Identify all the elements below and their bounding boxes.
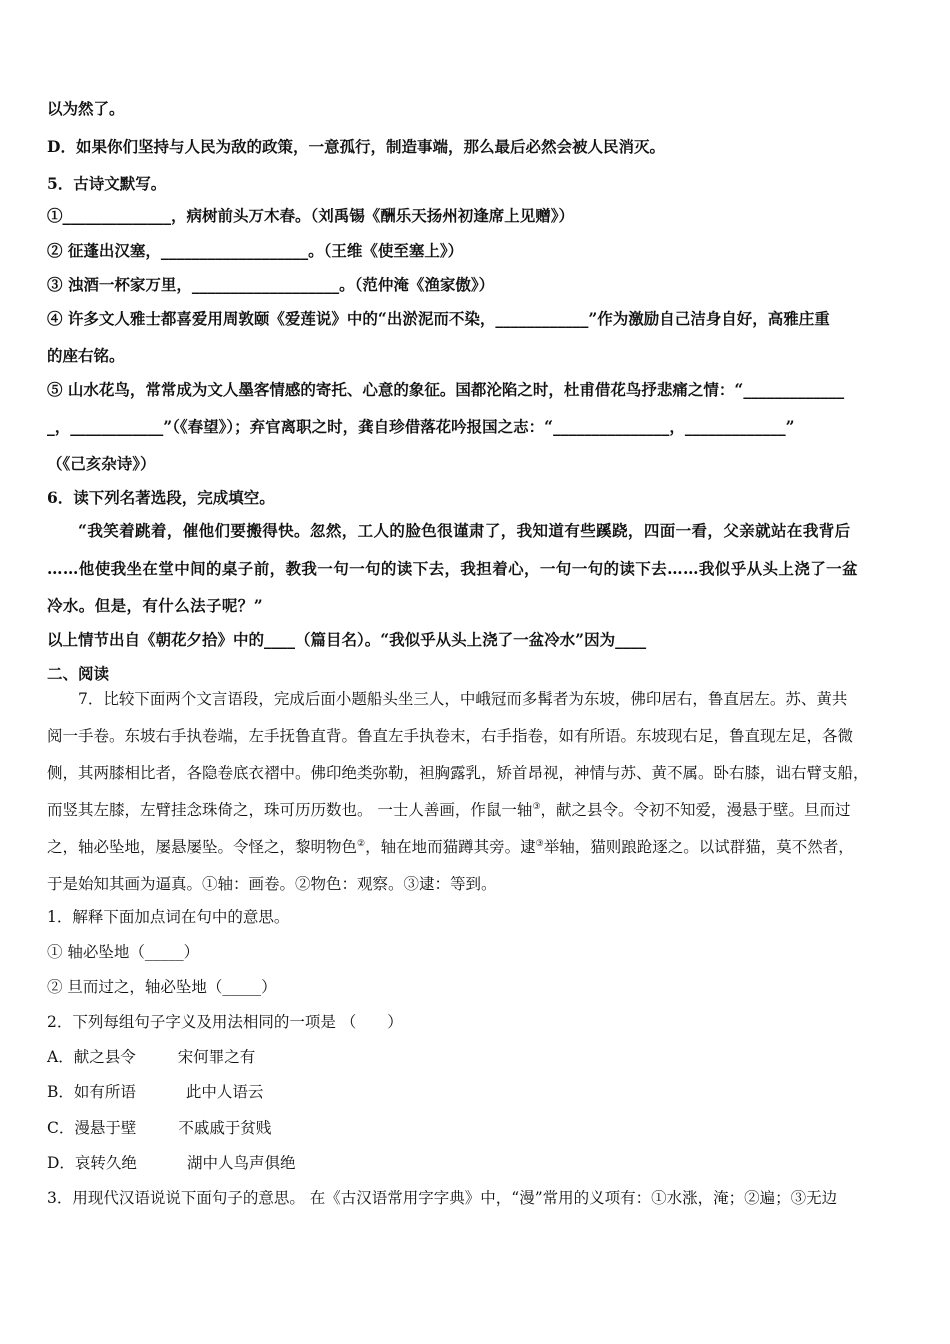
dictation-item-1: ①______________，病树前头万木春。（刘禹锡《酬乐天扬州初逢席上见赠》） xyxy=(47,206,575,225)
passage-text: 举轴，猫则踉跄逐之。以试群猫，莫不然者， xyxy=(543,838,854,856)
option-c-right: 不戚戚于贫贱 xyxy=(178,1119,272,1137)
option-a-right: 宋何罪之有 xyxy=(177,1048,256,1066)
subquestion-2: 2．下列每组句子字义及用法相同的一项是 （ ） xyxy=(47,1013,403,1031)
question-5-title: 5．古诗文默写。 xyxy=(47,174,167,193)
subquestion-1-item-2: ② 旦而过之，轴必坠地（_____） xyxy=(47,978,277,996)
section-reading-heading: 二、阅读 xyxy=(47,664,110,683)
option-c-left: C．漫悬于壁 xyxy=(47,1119,137,1137)
option-b-left: B．如有所语 xyxy=(47,1083,136,1101)
option-c xyxy=(47,1117,271,1139)
passage-text: ，轴在地而猫蹲其旁。逮 xyxy=(365,838,536,856)
option-d xyxy=(47,1152,295,1174)
dictation-item-5-source: （《己亥杂诗》） xyxy=(47,454,156,473)
option-a xyxy=(47,1046,255,1068)
question-6-blank: 以上情节出自《朝花夕拾》中的____（篇目名）。“我似乎从头上浇了一盆冷水”因为____ xyxy=(47,630,647,649)
question-6-title: 6．读下列名著选段，完成填空。 xyxy=(47,488,275,507)
option-b-right: 此中人语云 xyxy=(185,1083,264,1101)
subquestion-1: 1．解释下面加点词在句中的意思。 xyxy=(47,908,290,926)
option-d-line: D．如果你们坚持与人民为敌的政策，一意孤行，制造事端，那么最后必然会被人民消灭。 xyxy=(47,137,665,156)
option-d-left: D．哀转久绝 xyxy=(47,1154,137,1172)
footnote-marker: ② xyxy=(357,839,366,849)
passage-text: 之，轴必坠地，屡悬屡坠。令怪之，黎明物色 xyxy=(47,838,358,856)
passage-line-3: 侧，其两膝相比者，各隐卷底衣褶中。佛印绝类弥勒，袒胸露乳，矫首昂视，神情与苏、黄不属。卧右膝，诎右臂支船， xyxy=(47,764,869,782)
subquestion-1-item-1: ① 轴必坠地（_____） xyxy=(47,943,200,961)
footnote-marker: ③ xyxy=(532,802,541,812)
dictation-item-4: ④ 许多文人雅士都喜爱用周敦颐《爱莲说》中的“出淤泥而不染，____________”作为激励自己洁身自好，高雅庄重 xyxy=(47,309,830,328)
passage-line-1: 7．比较下面两个文言语段，完成后面小题船头坐三人，中峨冠而多髯者为东坡，佛印居右，鲁直居左。苏、黄共 xyxy=(78,690,848,708)
passage-text: ，献之县令。令初不知爱，漫悬于壁。旦而过 xyxy=(540,801,851,819)
passage-line-6: 于是始知其画为逼真。①轴：画卷。②物色：观察。③逮：等到。 xyxy=(47,875,497,893)
subquestion-3: 3．用现代汉语说说下面句子的意思。 在《古汉语常用字字典》中，“漫”常用的义项有：①水涨，淹；②遍；③无边 xyxy=(47,1189,838,1207)
text-line: 以为然了。 xyxy=(47,99,125,118)
passage-text: 而竖其左膝，左臂挂念珠倚之，珠可历历数也。 一士人善画，作鼠一轴 xyxy=(47,801,533,819)
dictation-item-4-cont: 的座右铭。 xyxy=(47,346,125,365)
passage-line-5 xyxy=(47,836,854,858)
dictation-item-5: ⑤ 山水花鸟，常常成为文人墨客情感的寄托、心意的象征。国都沦陷之时，杜甫借花鸟抒悲痛之情：“_____________ xyxy=(47,380,845,399)
footnote-marker: ③ xyxy=(535,839,544,849)
option-a-left: A．献之县令 xyxy=(47,1048,136,1066)
dictation-item-5-cont: _，____________”（《春望》）；弃官离职之时，龚自珍借落花吟报国之志：“_______________，_____________” xyxy=(47,417,795,436)
excerpt-line-2: ……他使我坐在堂中间的桌子前，教我一句一句的读下去，我担着心，一句一句的读下去……我似乎从头上浇了一盆 xyxy=(47,559,858,578)
dictation-item-2: ② 征蓬出汉塞，___________________。（王维《使至塞上》） xyxy=(47,241,464,260)
dictation-item-3: ③ 浊酒一杯家万里，___________________。（范仲淹《渔家傲》） xyxy=(47,275,495,294)
option-b xyxy=(47,1081,263,1103)
excerpt-line-1: “我笑着跳着，催他们要搬得快。忽然，工人的脸色很谨肃了，我知道有些蹊跷，四面一看，父亲就站在我背后 xyxy=(78,521,851,540)
passage-line-2: 阅一手卷。东坡右手执卷端，左手抚鲁直背。鲁直左手执卷末，右手指卷，如有所语。东坡现右足，鲁直现左足，各微 xyxy=(47,727,854,745)
excerpt-line-3: 冷水。但是，有什么法子呢？” xyxy=(47,596,264,615)
option-d-right: 湖中人鸟声俱绝 xyxy=(186,1154,296,1172)
passage-line-4 xyxy=(47,799,851,821)
